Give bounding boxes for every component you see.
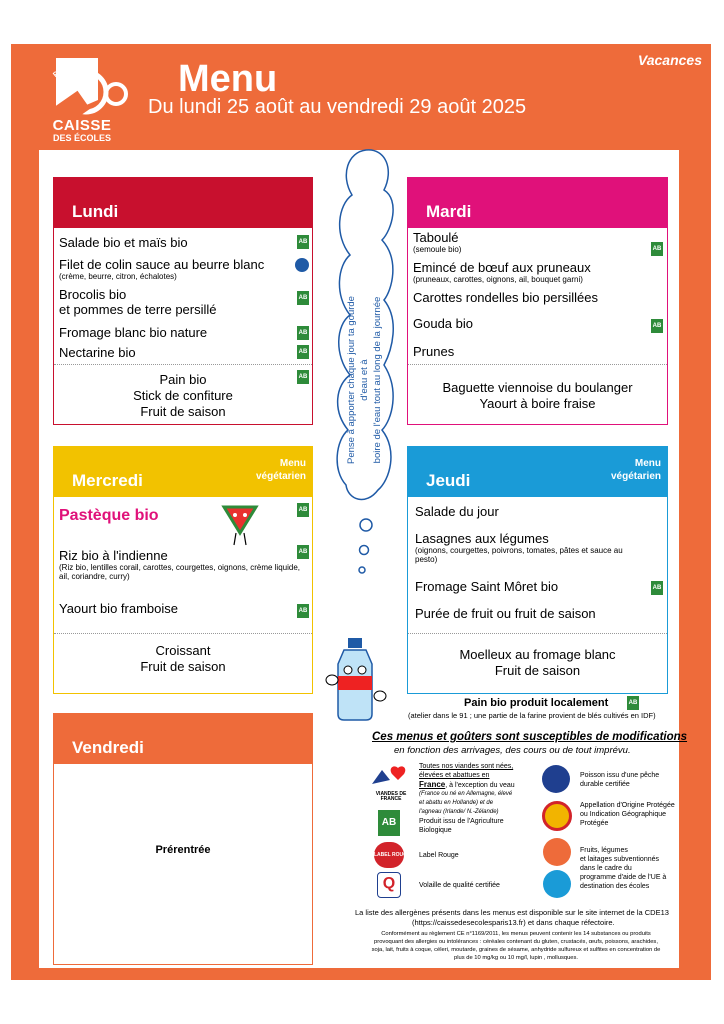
- legend-viandes: [419, 762, 515, 817]
- fruits-legumes-icon: [543, 838, 571, 866]
- day-title: Mercredi: [72, 471, 143, 490]
- legend-line: Fruits, légumes: [580, 847, 628, 854]
- card-lundi: [53, 177, 313, 425]
- menu-item-featured: Pastèque bio: [59, 507, 159, 524]
- card-header: [54, 178, 312, 228]
- watermelon-icon: [220, 499, 260, 547]
- viandes-icon-label: VIANDES DE FRANCE: [375, 791, 407, 802]
- divider: [408, 364, 667, 365]
- menu-item: Fromage Saint Môret bio: [415, 579, 559, 594]
- card-header: [408, 447, 667, 497]
- gouter-item: Baguette viennoise du boulanger: [442, 380, 633, 395]
- menu-item: Salade bio et maïs bio: [59, 235, 188, 250]
- logo-paris: PARIS: [52, 60, 73, 79]
- gouter-item: Pain bio: [159, 372, 207, 387]
- menu-item: Nectarine bio: [59, 345, 136, 360]
- legend-france: France: [419, 780, 446, 789]
- veg-label: [256, 457, 306, 483]
- legend-line: Poisson issu d'une pêche: [580, 772, 660, 779]
- msc-icon: [295, 258, 309, 272]
- card-mercredi: [53, 446, 313, 694]
- ab-bio-icon: AB: [297, 545, 309, 559]
- legend-line: [419, 780, 515, 790]
- legend-line: durable certifiée: [580, 781, 630, 788]
- ab-bio-icon: AB: [627, 696, 639, 710]
- menu-item-note: (crème, beurre, citron, échalotes): [59, 272, 177, 281]
- bubble-line: boire de l'eau tout au long de la journée: [372, 296, 383, 464]
- gouter-item: Stick de confiture: [133, 388, 233, 403]
- card-header: [54, 447, 312, 497]
- legend-line: Toutes nos viandes sont nées,: [419, 763, 514, 770]
- ab-bio-icon: AB: [297, 370, 309, 384]
- veg-label: [611, 457, 661, 483]
- day-title: Jeudi: [426, 471, 471, 490]
- menu-item-name: Taboulé: [413, 230, 459, 245]
- footer-url: (https://caissedesecolesparis13.fr) et dans chaque réfectoire.: [412, 918, 615, 927]
- menu-item: Carottes rondelles bio persillées: [413, 290, 598, 305]
- page-title: Menu: [178, 58, 278, 100]
- ab-bio-icon: AB: [297, 503, 309, 517]
- menu-item: Prunes: [413, 344, 455, 359]
- menu-item: Salade du jour: [415, 504, 499, 519]
- page-subtitle: Du lundi 25 août au vendredi 29 août 2025: [148, 96, 527, 118]
- legend-line: dans le cadre du: [580, 865, 632, 872]
- gouter: [54, 372, 312, 420]
- notice-title: Ces menus et goûters sont susceptibles de modifications: [372, 731, 688, 743]
- legend-peche: [580, 771, 659, 789]
- ue-programme-icon: [543, 870, 571, 898]
- menu-item-name: Filet de colin sauce au beurre blanc: [59, 257, 265, 272]
- footer-reg-line: Conformément au règlement CE n°1169/2011, les menus peuvent contenir les 14 substances ou produits: [381, 931, 651, 937]
- legend-line: ou Indication Géographique: [580, 811, 667, 818]
- bubble-line: Pense à apporter chaque jour ta gourde d'eau et à: [346, 296, 370, 464]
- menu-item: Gouda bio: [413, 316, 473, 331]
- day-title: Lundi: [72, 202, 119, 221]
- period-label: Vacances: [637, 52, 702, 68]
- bubble-text: [345, 285, 385, 475]
- footer-reg: [340, 930, 692, 962]
- veg-line: végétarien: [255, 471, 306, 482]
- ab-bio-icon: AB: [297, 345, 309, 359]
- menu-item-name: et pommes de terre persillé: [59, 302, 217, 317]
- menu-item-note: (oignons, courgettes, poivrons, tomates, pâtes et sauce au pesto): [415, 546, 623, 564]
- legend-line: l'agneau (Irlande/ N.-Zélande): [419, 809, 499, 815]
- footer-reg-line: soja, lait, fruits à coque, céleri, moutarde, graines de sésame, anhydride sulfureux et sulfites en concentration de: [371, 947, 661, 953]
- legend-label-rouge: Label Rouge: [419, 852, 459, 859]
- veg-line: Menu: [279, 458, 306, 469]
- pain-title: Pain bio produit localement: [464, 697, 609, 709]
- legend-line: et abattu en Hollande) et de: [419, 800, 494, 806]
- gouter: [408, 647, 667, 679]
- menu-item: [413, 230, 641, 254]
- menu-item: [59, 257, 286, 281]
- gouter-item: Fruit de saison: [494, 663, 581, 678]
- footer-reg-line: provoquant des allergies ou intolérances : céréales contenant du gluten, crustacés, œufs, poissons, arachides,: [374, 939, 658, 945]
- ab-bio-icon: AB: [297, 235, 309, 249]
- vendredi-content: Prérentrée: [155, 844, 211, 856]
- gouter-item: Croissant: [155, 643, 211, 658]
- gouter-item: Moelleux au fromage blanc: [459, 647, 616, 662]
- pain-sub: (atelier dans le 91 ; une partie de la farine provient de blés cultivés en IDF): [408, 711, 656, 720]
- menu-item-note: (Riz bio, lentilles corail, carottes, courgettes, oignons, crème liquide, ail, coriandre, curry): [59, 563, 300, 581]
- ab-bio-icon: AB: [651, 319, 663, 333]
- peche-durable-icon: [542, 765, 570, 793]
- legend-line-rest: , à l'exception du veau: [445, 782, 515, 789]
- logo-des-ecoles: DES ÉCOLES: [52, 133, 111, 143]
- veg-line: Menu: [634, 458, 661, 469]
- legend-volaille: Volaille de qualité certifiée: [419, 882, 500, 889]
- menu-item: Yaourt bio framboise: [59, 601, 178, 616]
- aop-icon: [542, 801, 572, 831]
- ab-bio-icon: AB: [651, 242, 663, 256]
- menu-item-name: Brocolis bio: [59, 287, 127, 302]
- ab-bio-icon: AB: [297, 291, 309, 305]
- ab-bio-icon: AB: [651, 581, 663, 595]
- menu-item-name: Lasagnes aux légumes: [415, 531, 549, 546]
- divider: [54, 364, 312, 365]
- legend-line: et laitages subventionnés: [580, 856, 659, 863]
- menu-item: [415, 531, 643, 564]
- logo-caisse: CAISSE: [52, 117, 112, 134]
- card-header: [408, 178, 667, 228]
- gouter-item: Fruit de saison: [140, 659, 226, 674]
- label-rouge-icon: LABEL ROUGE: [374, 842, 404, 868]
- menu-item-note: (semoule bio): [413, 245, 462, 254]
- legend-ab: [419, 817, 504, 835]
- divider: [408, 633, 667, 634]
- card-header: [54, 714, 312, 764]
- day-title: Vendredi: [72, 738, 144, 757]
- menu-item-name: Riz bio à l'indienne: [59, 548, 168, 563]
- legend-line: Protégée: [580, 820, 609, 827]
- notice-sub: en fonction des arrivages, des cours ou de tout imprévu.: [394, 745, 631, 756]
- ab-bio-icon: AB: [378, 810, 400, 836]
- legend-line: destination des écoles: [580, 883, 650, 890]
- legend-line: programme d'aide de l'UE à: [580, 874, 667, 881]
- veg-line: végétarien: [610, 471, 661, 482]
- card-vendredi: [53, 713, 313, 965]
- legend-aop: [580, 801, 675, 828]
- legend-line: élevées et abattues en: [419, 772, 490, 779]
- gouter-item: Yaourt à boire fraise: [479, 396, 596, 411]
- legend-line: (France ou né en Allemagne, élevé: [419, 791, 513, 797]
- ab-bio-icon: AB: [297, 604, 309, 618]
- footer-reg-line: plus de 10 mg/kg ou 10 mg/l, lupin , mollusques.: [453, 955, 579, 961]
- menu-item: [59, 548, 306, 581]
- legend-line: Produit issu de l'Agriculture: [419, 818, 504, 825]
- menu-item: [59, 287, 286, 317]
- gouter: [408, 380, 667, 412]
- gouter-item: Fruit de saison: [140, 404, 226, 419]
- card-jeudi: [407, 446, 668, 694]
- legend-fruits: [580, 846, 666, 891]
- footer-allergenes: La liste des allergènes présents dans les menus est disponible sur le site internet de la CDE13: [355, 908, 669, 917]
- menu-item-name: Emincé de bœuf aux pruneaux: [413, 260, 591, 275]
- menu-item: [413, 260, 641, 284]
- day-title: Mardi: [426, 202, 472, 221]
- menu-item: Fromage blanc bio nature: [59, 325, 208, 340]
- card-mardi: [407, 177, 668, 425]
- legend-line: Biologique: [419, 827, 452, 834]
- logo-text: [40, 118, 124, 143]
- volaille-icon: Q: [377, 872, 401, 898]
- water-bottle-icon: [326, 636, 388, 722]
- ab-bio-icon: AB: [297, 326, 309, 340]
- menu-item-note: (pruneaux, carottes, oignons, ail, bouquet garni): [413, 275, 583, 284]
- divider: [54, 633, 312, 634]
- menu-item: Purée de fruit ou fruit de saison: [415, 606, 596, 621]
- gouter: [54, 643, 312, 675]
- legend-line: Appellation d'Origine Protégée: [580, 802, 675, 809]
